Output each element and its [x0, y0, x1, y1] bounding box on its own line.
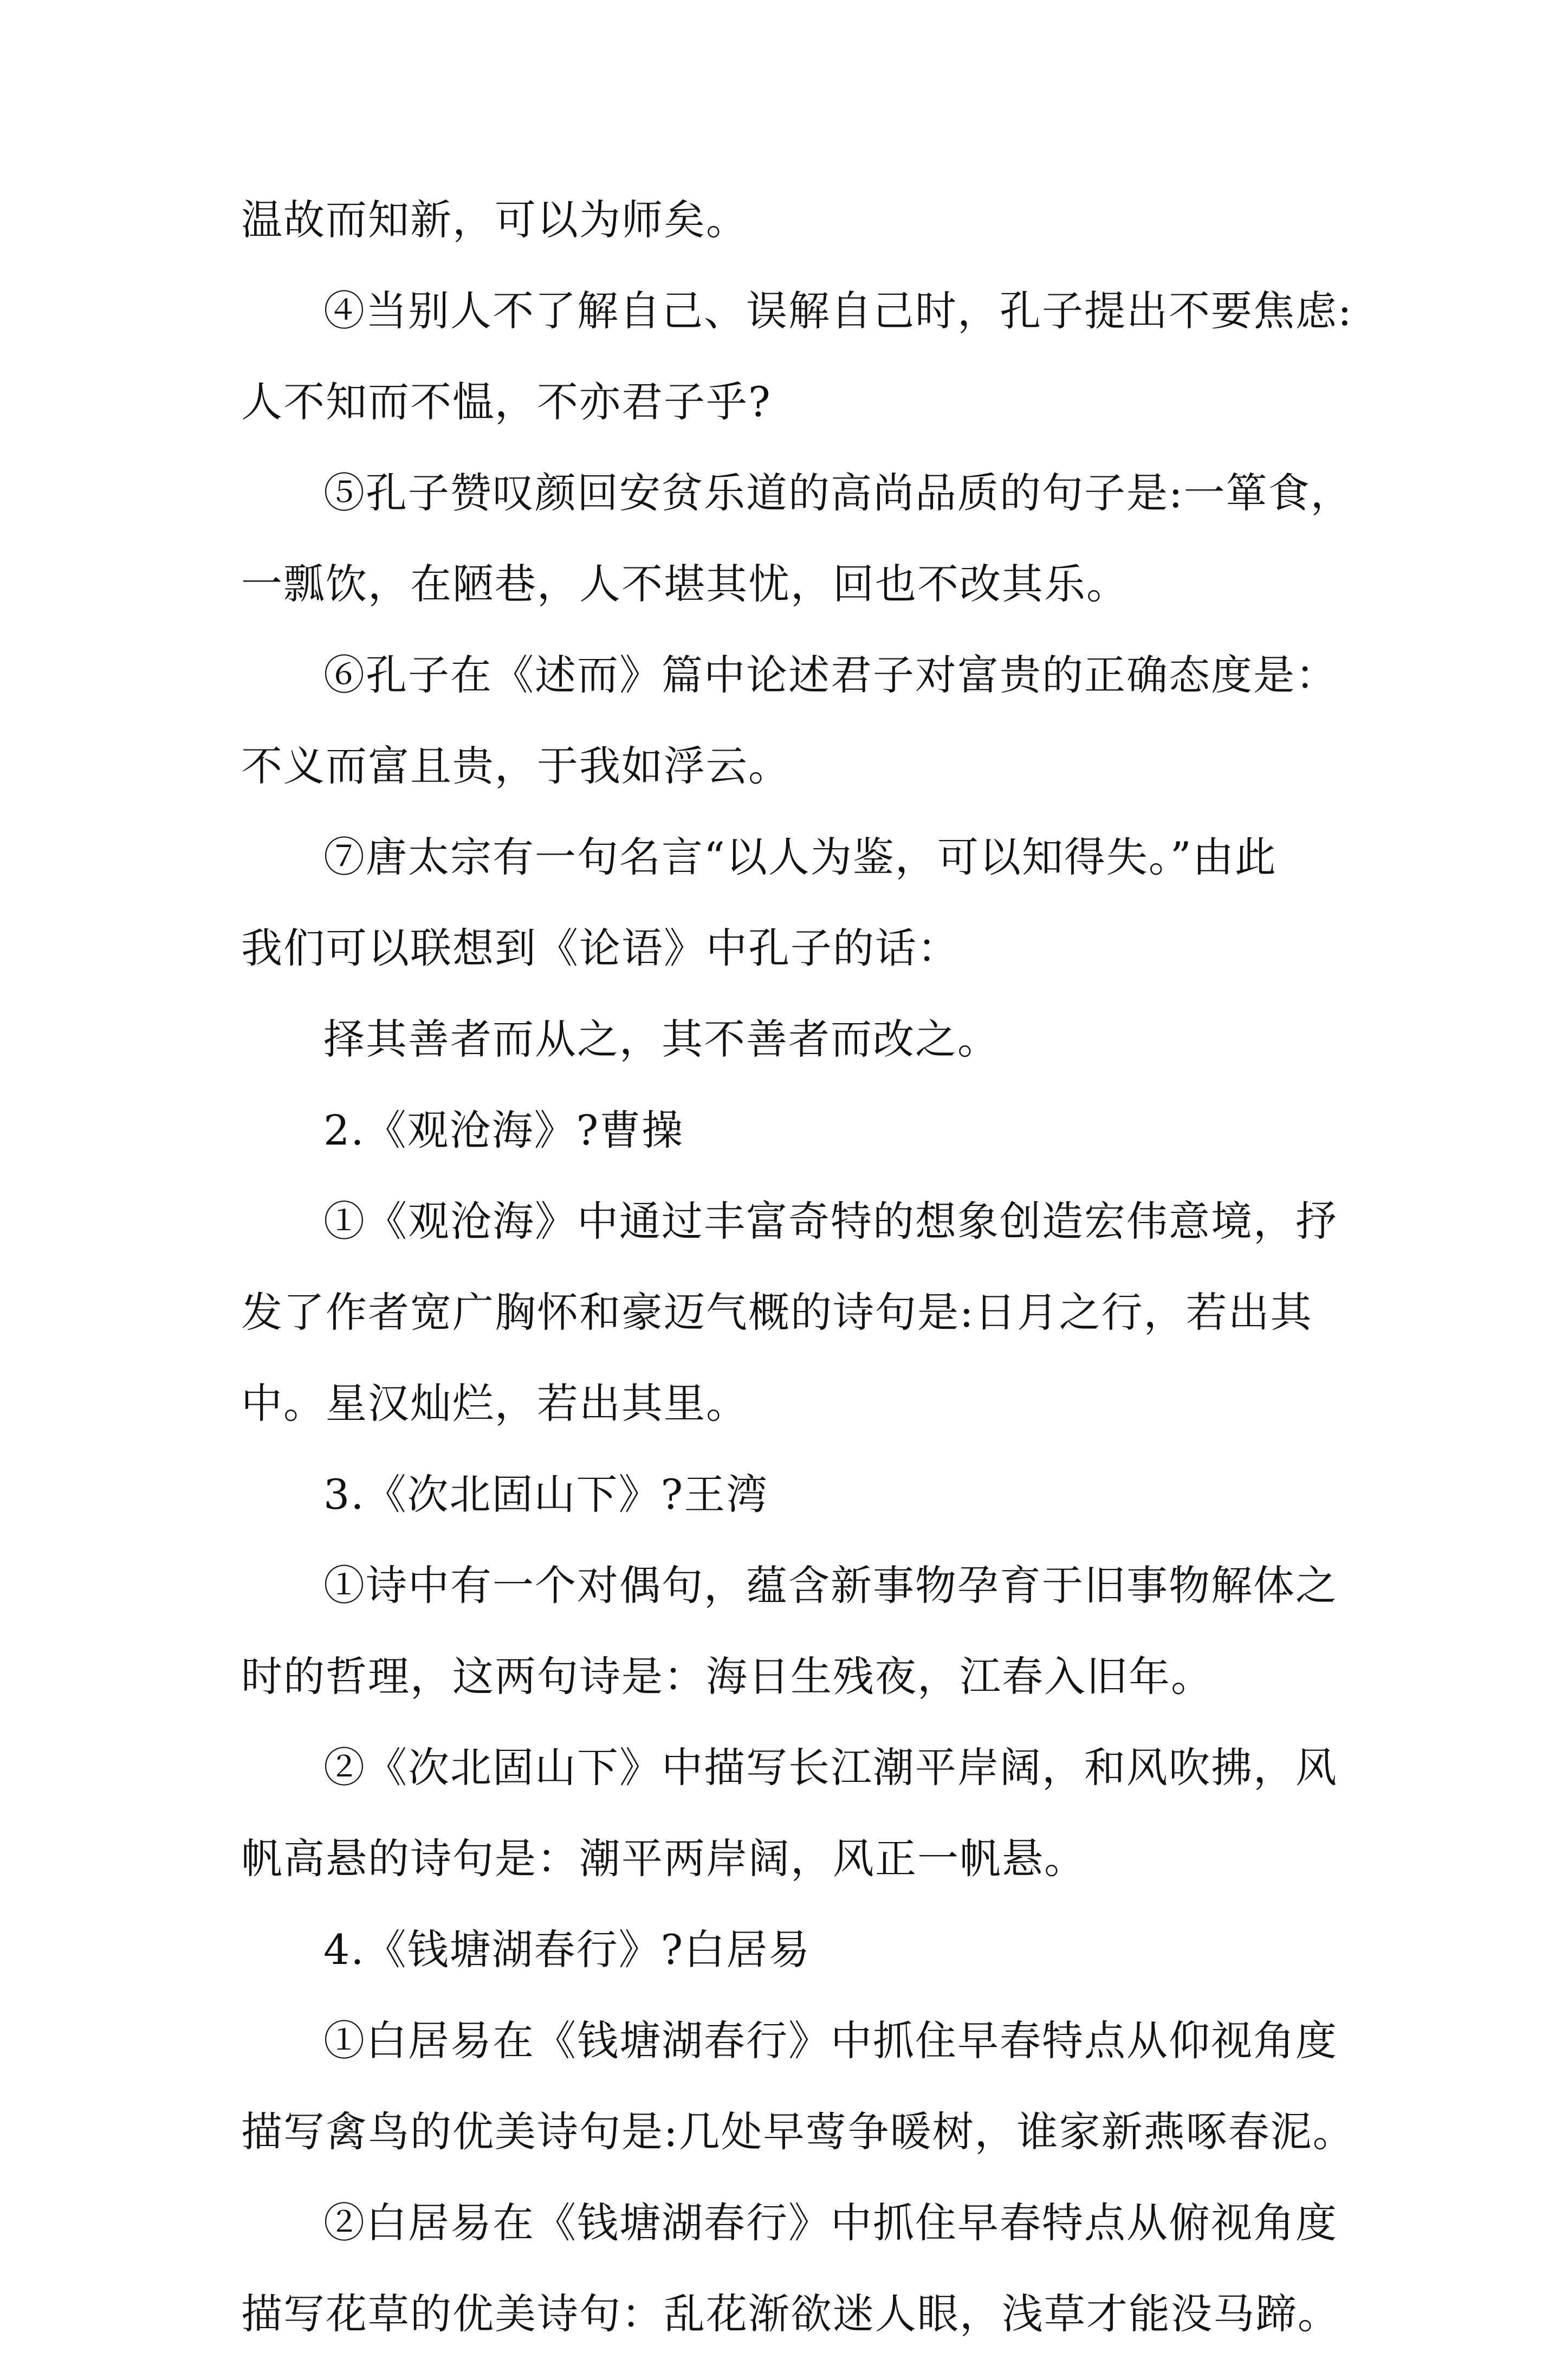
text-line: ⑥孔子在《述而》篇中论述君子对富贵的正确态度是：: [323, 651, 1338, 699]
text-line: 人不知而不愠，不亦君子乎?: [241, 378, 772, 426]
text-line: 帆高悬的诗句是：潮平两岸阔，风正一帆悬。: [241, 1834, 1086, 1883]
text-line: ①《观沧海》中通过丰富奇特的想象创造宏伟意境，抒: [323, 1197, 1338, 1245]
text-line: 我们可以联想到《论语》中孔子的话：: [241, 924, 960, 972]
text-line: 描写禽鸟的优美诗句是:几处早莺争暖树，谁家新燕啄春泥。: [241, 2108, 1355, 2156]
text-line: 描写花草的优美诗句：乱花渐欲迷人眼，浅草才能没马蹄。: [241, 2290, 1340, 2338]
section-heading: 2.《观沧海》?曹操: [323, 1106, 684, 1154]
text-line: 发了作者宽广胸怀和豪迈气概的诗句是:日月之行，若出其: [241, 1288, 1313, 1336]
text-line: 时的哲理，这两句诗是：海日生残夜，江春入旧年。: [241, 1652, 1213, 1701]
text-line: ①白居易在《钱塘湖春行》中抓住早春特点从仰视角度: [323, 2017, 1338, 2065]
text-line: ④当别人不了解自己、误解自己时，孔子提出不要焦虑:: [323, 287, 1353, 335]
text-line: 温故而知新，可以为师矣。: [241, 196, 748, 244]
section-heading: 4.《钱塘湖春行》?白居易: [323, 1925, 811, 1974]
text-line: ⑦唐太宗有一句名言“以人为鉴，可以知得失。”由此: [323, 833, 1277, 881]
text-line: ②白居易在《钱塘湖春行》中抓住早春特点从俯视角度: [323, 2199, 1338, 2247]
section-heading: 3.《次北固山下》?王湾: [323, 1470, 769, 1518]
text-line: ②《次北固山下》中描写长江潮平岸阔，和风吹拂，风: [323, 1743, 1338, 1792]
text-line: 一瓢饮，在陋巷，人不堪其忧，回也不改其乐。: [241, 560, 1129, 608]
text-line: ①诗中有一个对偶句，蕴含新事物孕育于旧事物解体之: [323, 1561, 1338, 1610]
document-page: [241, 193, 1355, 2378]
text-line: ⑤孔子赞叹颜回安贫乐道的高尚品质的句子是:一箪食，: [323, 469, 1353, 517]
text-line: 中。星汉灿烂，若出其里。: [241, 1379, 748, 1427]
text-line: 不义而富且贵，于我如浮云。: [241, 742, 791, 790]
text-line: 择其善者而从之，其不善者而改之。: [323, 1015, 1000, 1063]
